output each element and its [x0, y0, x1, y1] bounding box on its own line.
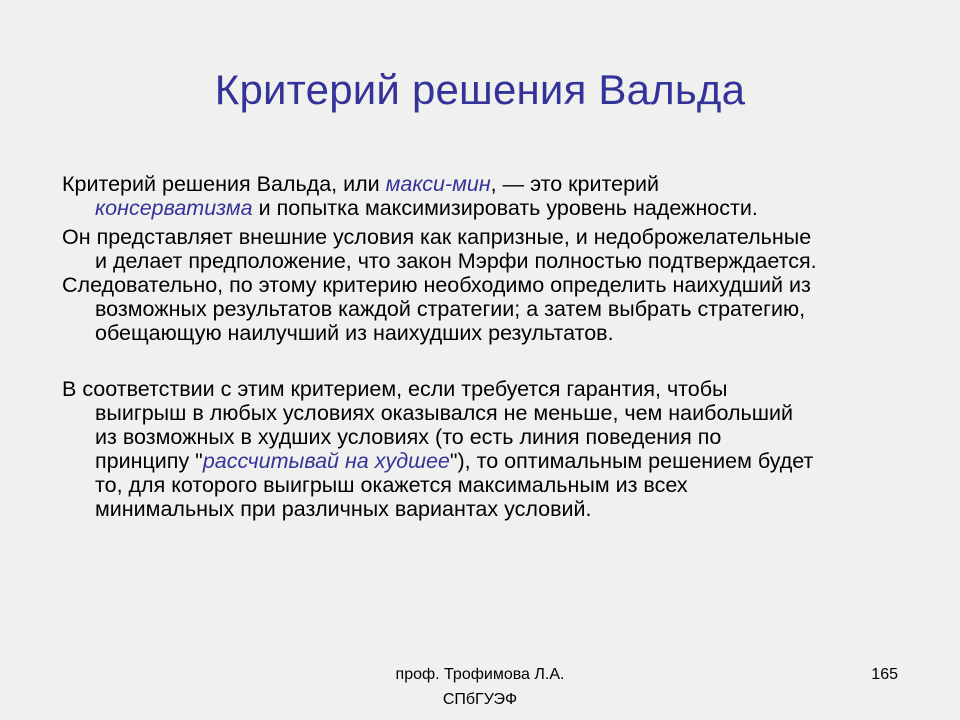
- text-run: Критерий решения Вальда, или: [62, 172, 386, 196]
- paragraph-line: и делает предположение, что закон Мэрфи полностью подтверждается.: [95, 249, 817, 273]
- text-run: принципу ": [95, 449, 203, 473]
- text-run: и попытка максимизировать уровень надежности.: [252, 196, 758, 220]
- slide-title: Критерий решения Вальда: [214, 66, 746, 113]
- term-expect-worst: рассчитывай на худшее: [202, 449, 450, 473]
- text-run: "), то оптимальным решением будет: [449, 449, 814, 473]
- paragraph-line: минимальных при различных вариантах условий.: [95, 497, 592, 521]
- paragraph-line: из возможных в худших условиях (то есть линия поведения по: [95, 425, 722, 449]
- paragraph-line: Он представляет внешние условия как капризные, и недоброжелательные: [62, 225, 812, 249]
- footer-author: [0, 662, 960, 712]
- paragraph-line: Следовательно, по этому критерию необходимо определить наихудший из: [62, 273, 811, 297]
- paragraph-line: выигрыш в любых условиях оказывался не меньше, чем наибольший: [95, 401, 793, 425]
- author-name: проф. Трофимова Л.А.: [395, 666, 565, 683]
- paragraph-definition: [62, 172, 922, 220]
- term-maximin: макси-мин: [385, 172, 491, 196]
- paragraph-procedure: [62, 273, 922, 345]
- paragraph-line: В соответствии с этим критерием, если требуется гарантия, чтобы: [62, 377, 728, 401]
- paragraph-line: возможных результатов каждой стратегии; а затем выбрать стратегию,: [95, 297, 806, 321]
- paragraph-line: то, для которого выигрыш окажется максимальным из всех: [95, 473, 688, 497]
- term-conservatism: консерватизма: [95, 196, 253, 220]
- paragraph-line: [62, 172, 922, 196]
- text-run: , — это критерий: [490, 172, 660, 196]
- paragraph-line: [62, 196, 922, 220]
- paragraph-line: [62, 449, 922, 473]
- institution-name: СПбГУЭФ: [442, 691, 518, 708]
- paragraph-assumption: [62, 225, 922, 273]
- page-number: 165: [871, 666, 898, 683]
- paragraph-guarantee: [62, 377, 922, 521]
- paragraph-line: обещающую наилучший из наихудших результатов.: [95, 321, 614, 345]
